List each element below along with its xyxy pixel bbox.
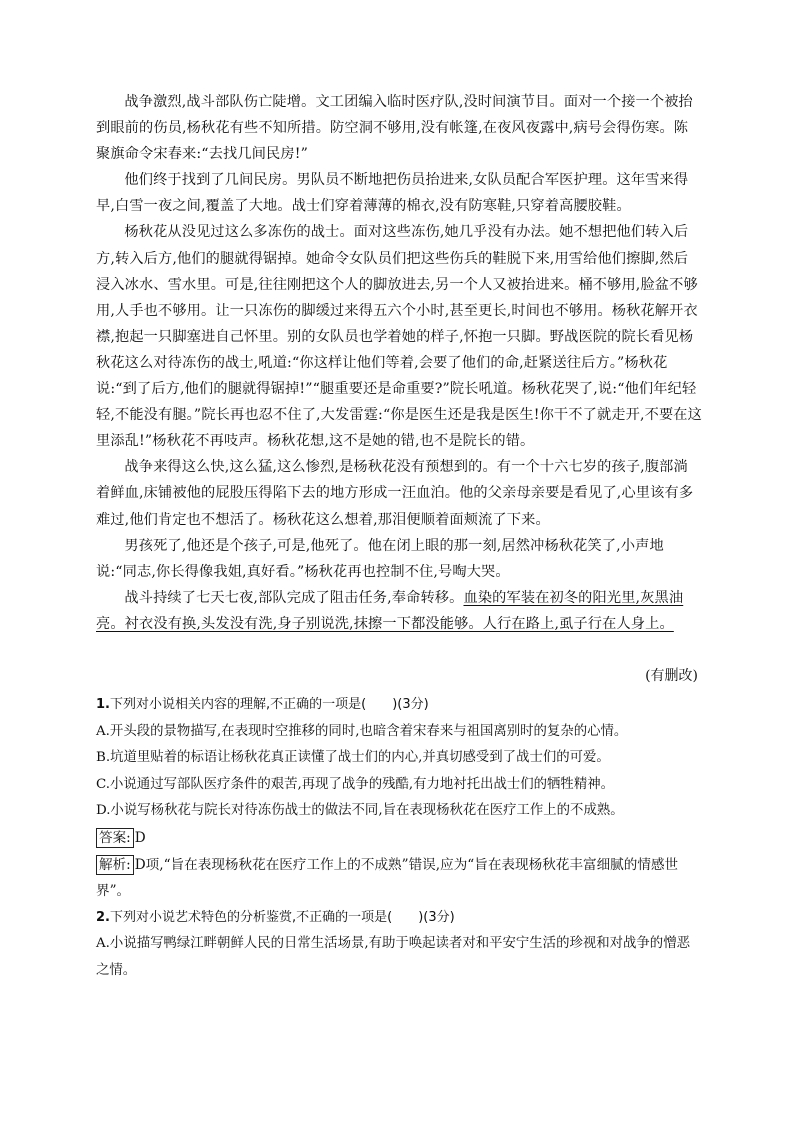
questions-section bbox=[96, 692, 702, 985]
analysis-text: D项,“旨在表现杨秋花在医疗工作上的不成熟”错误,应为“旨在表现杨秋花丰富细腻的情感世界”。 bbox=[96, 856, 679, 900]
question-1-option-b: B.坑道里贴着的标语让杨秋花真正读懂了战士们的内心,并真切感受到了战士们的可爱。 bbox=[96, 750, 610, 766]
passage-paragraph-6-plain: 战斗持续了七天七夜,部队完成了阻击任务,奉命转移。 bbox=[124, 589, 464, 606]
question-1-answer bbox=[96, 825, 702, 852]
question-1-option-a: A.开头段的景物描写,在表现时空推移的同时,也暗含着宋春来与祖国离别时的复杂的心情。 bbox=[96, 723, 628, 739]
passage-paragraph-4: 战争来得这么快,这么猛,这么惨烈,是杨秋花没有预想到的。有一个十六七岁的孩子,腹部淌着鲜血,床铺被他的屁股压得陷下去的地方形成一汪血泊。他的父亲母亲要是看见了,心里该有多难过,他们肯定也不想活了。杨秋花这么想着,那泪便顺着面颊流了下来。 bbox=[96, 459, 694, 528]
question-1-text: 下列对小说相关内容的理解,不正确的一项是( )(3分) bbox=[109, 697, 429, 712]
passage-paragraph-3: 杨秋花从没见过这么多冻伤的战士。面对这些冻伤,她几乎没有办法。她不想把他们转入后方,转入后方,他们的腿就得锯掉。她命令女队员们把这些伤兵的鞋脱下来,用雪给他们擦脚,然后浸入冰水、雪水里。可是,往往刚把这个人的脚放进去,另一个人又被抬进来。桶不够用,脸盆不够用,人手也不够用。让一只冻伤的脚缓过来得五六个小时,甚至更长,时间也不够用。杨秋花解开衣襟,抱起一只脚塞进自己怀里。别的女队员也学着她的样子,怀抱一只脚。野战医院的院长看见杨秋花这么对待冻伤的战士,吼道:“你这样让他们等着,会要了他们的命,赶紧送往后方。”杨秋花说:“到了后方,他们的腿就得锯掉!”“腿重要还是命重要?”院长吼道。杨秋花哭了,说:“他们年纪轻轻,不能没有腿。”院长再也忍不住了,大发雷霆:“你是医生还是我是医生!你干不了就走开,不要在这里添乱!”杨秋花不再吱声。杨秋花想,这不是她的错,也不是院长的错。 bbox=[96, 224, 702, 450]
question-2-option-a: A.小说描写鸭绿江畔朝鲜人民的日常生活场景,有助于唤起读者对和平安宁生活的珍视和对战争的憎恶之情。 bbox=[96, 936, 690, 978]
question-2-stem bbox=[96, 905, 702, 932]
passage bbox=[96, 89, 702, 637]
question-2-number: 2. bbox=[96, 909, 110, 925]
question-1-option-d: D.小说写杨秋花与院长对待冻伤战士的做法不同,旨在表现杨秋花在医疗工作上的不成熟。 bbox=[96, 803, 624, 819]
question-1-number: 1. bbox=[96, 697, 110, 712]
underlined-sentence: 血染的军装在初冬的阳光里,灰黑油亮。衬衣没有换,头发没有洗,身子别说洗,抹擦一下都没能够。人行在路上,虱子行在人身上。 bbox=[96, 589, 684, 632]
question-1-analysis bbox=[96, 852, 702, 905]
analysis-label: 解析: bbox=[96, 855, 134, 875]
source-note: (有删改) bbox=[645, 668, 698, 684]
answer-label: 答案: bbox=[96, 828, 134, 848]
passage-paragraph-5: 男孩死了,他还是个孩子,可是,他死了。他在闭上眼的那一刻,居然冲杨秋花笑了,小声地说:“同志,你长得像我姐,真好看。”杨秋花再也控制不住,号啕大哭。 bbox=[96, 537, 664, 580]
question-2-text: 下列对小说艺术特色的分析鉴赏,不正确的一项是( )(3分) bbox=[109, 909, 455, 925]
passage-paragraph-2: 他们终于找到了几间民房。男队员不断地把伤员抬进来,女队员配合军医护理。这年雪来得早,白雪一夜之间,覆盖了大地。战士们穿着薄薄的棉衣,没有防寒鞋,只穿着高腰胶鞋。 bbox=[96, 172, 689, 215]
answer-value: D bbox=[134, 829, 146, 846]
passage-paragraph-6 bbox=[96, 585, 702, 637]
passage-paragraph-1: 战争激烈,战斗部队伤亡陡增。文工团编入临时医疗队,没时间演节目。面对一个接一个被抬到眼前的伤员,杨秋花有些不知所措。防空洞不够用,没有帐篷,在夜风夜露中,病号会得伤寒。陈聚旗命令宋春来:“去找几间民房!” bbox=[96, 94, 693, 163]
question-1-option-c: C.小说通过写部队医疗条件的艰苦,再现了战争的残酷,有力地衬托出战士们的牺牲精神。 bbox=[96, 776, 614, 792]
question-1-stem bbox=[96, 692, 702, 719]
